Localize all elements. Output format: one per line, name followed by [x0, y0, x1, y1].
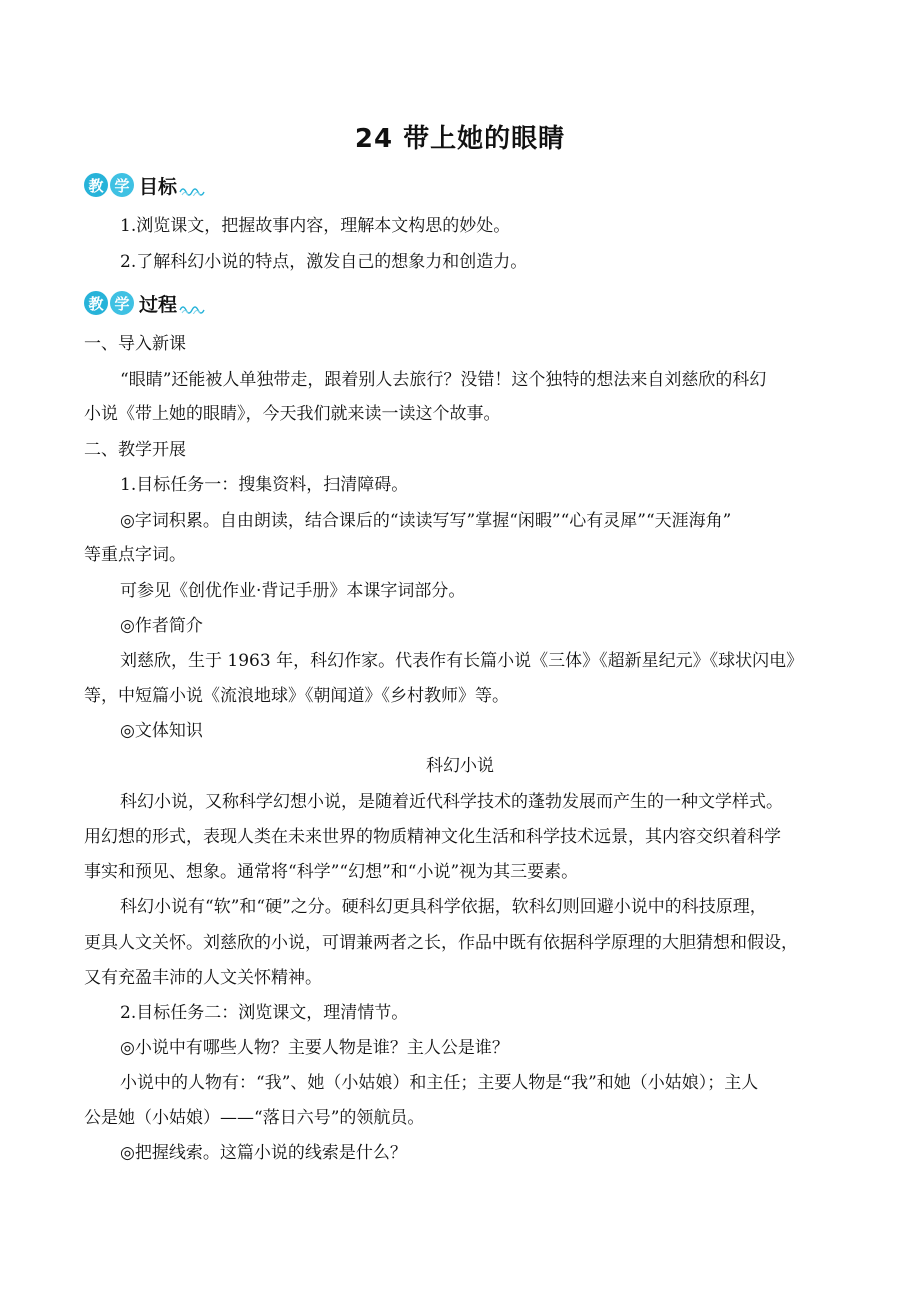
paragraph-line: 更具人文关怀。刘慈欣的小说，可谓兼两者之长，作品中既有依据科学原理的大胆猜想和假设，	[84, 933, 798, 953]
paragraph-line: 科幻小说，又称科学幻想小说，是随着近代科学技术的蓬勃发展而产生的一种文学样式。	[120, 792, 783, 812]
paragraph-line: 可参见《创优作业·背记手册》本课字词部分。	[120, 581, 466, 601]
paragraph-line: 事实和预见、想象。通常将“科学”“幻想”和“小说”视为其三要素。	[84, 862, 579, 882]
section-badge	[84, 173, 136, 197]
centered-heading: 科幻小说	[426, 756, 494, 776]
section-heading-label: 过程	[139, 293, 178, 316]
subheading-line: ◎作者简介	[120, 616, 203, 636]
section-heading-process	[84, 288, 205, 318]
heading-line: 二、教学开展	[84, 440, 186, 460]
subheading-line: ◎文体知识	[120, 721, 203, 741]
section-heading-label: 目标	[139, 175, 178, 198]
paragraph-line: 小说中的人物有：“我”、她（小姑娘）和主任；主要人物是“我”和她（小姑娘）；主人	[120, 1073, 759, 1093]
page-title: 24 带上她的眼睛	[354, 124, 566, 154]
paragraph-line: 用幻想的形式，表现人类在未来世界的物质精神文化生活和科学技术远景，其内容交织着科学	[84, 827, 781, 847]
paragraph-line: 小说《带上她的眼睛》，今天我们就来读一读这个故事。	[84, 404, 501, 424]
badge-char-2: 学	[110, 291, 134, 315]
paragraph-line: 等，中短篇小说《流浪地球》《朝闻道》《乡村教师》等。	[84, 686, 509, 706]
paragraph-line: 1.目标任务一：搜集资料，扫清障碍。	[120, 475, 409, 495]
paragraph-line: ◎把握线索。这篇小说的线索是什么？	[120, 1143, 407, 1163]
wave-decoration-icon	[179, 302, 205, 314]
badge-char-1: 教	[84, 291, 108, 315]
goal-item: 1.浏览课文，把握故事内容，理解本文构思的妙处。	[120, 216, 511, 236]
badge-char-2: 学	[110, 173, 134, 197]
paragraph-line: 刘慈欣，生于 1963 年，科幻作家。代表作有长篇小说《三体》《超新星纪元》《球状闪电》	[120, 651, 804, 671]
goal-item: 2.了解科幻小说的特点，激发自己的想象力和创造力。	[120, 252, 528, 272]
section-heading-goals	[84, 170, 205, 200]
paragraph-line: 又有充盈丰沛的人文关怀精神。	[84, 968, 322, 988]
paragraph-line: ◎小说中有哪些人物？主要人物是谁？主人公是谁？	[120, 1038, 509, 1058]
paragraph-line: 等重点字词。	[84, 545, 186, 565]
paragraph-line: 公是她（小姑娘）——“落日六号”的领航员。	[84, 1108, 425, 1128]
paragraph-line: 2.目标任务二：浏览课文，理清情节。	[120, 1003, 409, 1023]
wave-decoration-icon	[179, 184, 205, 196]
paragraph-line: “眼睛”还能被人单独带走，跟着别人去旅行？没错！这个独特的想法来自刘慈欣的科幻	[120, 370, 767, 390]
paragraph-line: 科幻小说有“软”和“硬”之分。硬科幻更具科学依据，软科幻则回避小说中的科技原理，	[120, 897, 767, 917]
section-badge	[84, 291, 136, 315]
badge-char-1: 教	[84, 173, 108, 197]
heading-line: 一、导入新课	[84, 334, 186, 354]
paragraph-line: ◎字词积累。自由朗读，结合课后的“读读写写”掌握“闲暇”“心有灵犀”“天涯海角”	[120, 511, 732, 531]
